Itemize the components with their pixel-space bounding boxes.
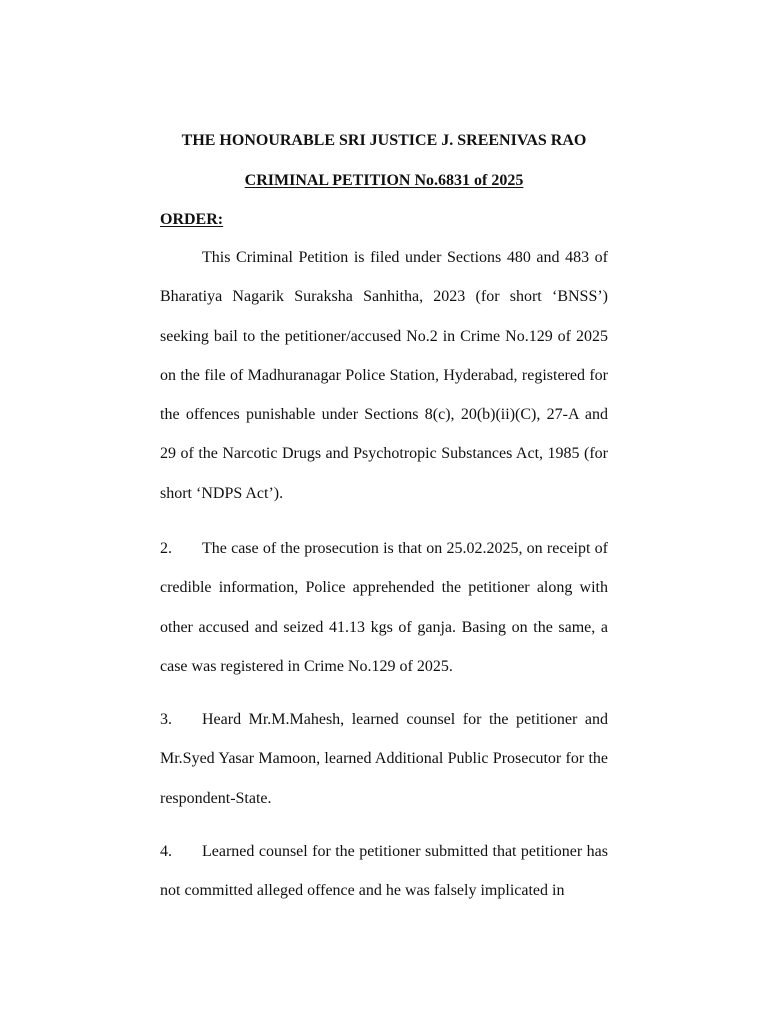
paragraph-1-text: This Criminal Petition is filed under Sections 480 and 483 of Bharatiya Nagarik Suraksha Sanhitha, 2023 (for short ‘BNSS’) seeking bail to the petitioner/accused No.2 in Crime No.129 of 2025 on the file of Madhuranagar Police Station, Hyderabad, registered for the offences punishable under Sections 8(c), 20(b)(ii)(C), 27-A and 29 of the Narcotic Drugs and Psychotropic Substances Act, 1985 (for short ‘NDPS Act’). xyxy=(160,249,608,502)
paragraph-4-number: 4. xyxy=(160,843,172,860)
paragraph-3-number: 3. xyxy=(160,711,172,728)
paragraph-4-text: Learned counsel for the petitioner submitted that petitioner has not committed alleged offence and he was falsely implicated in xyxy=(160,843,608,900)
paragraph-3-text: Heard Mr.M.Mahesh, learned counsel for the petitioner and Mr.Syed Yasar Mamoon, learned Additional Public Prosecutor for the respondent-State. xyxy=(160,711,608,807)
paragraph-2 xyxy=(160,529,608,686)
paragraph-3 xyxy=(160,700,608,818)
paragraph-2-text: The case of the prosecution is that on 25.02.2025, on receipt of credible information, Police apprehended the petitioner along with other accused and seized 41.13 kgs of ganja. Basing on the same, a case was registered in Crime No.129 of 2025. xyxy=(160,540,608,675)
paragraph-4 xyxy=(160,832,608,911)
paragraph-1 xyxy=(160,238,608,513)
case-title xyxy=(0,171,768,191)
case-title-text: CRIMINAL PETITION No.6831 of 2025 xyxy=(244,172,524,189)
paragraph-2-number: 2. xyxy=(160,540,172,557)
judge-title: THE HONOURABLE SRI JUSTICE J. SREENIVAS RAO xyxy=(181,132,587,149)
order-label: ORDER: xyxy=(160,211,224,228)
